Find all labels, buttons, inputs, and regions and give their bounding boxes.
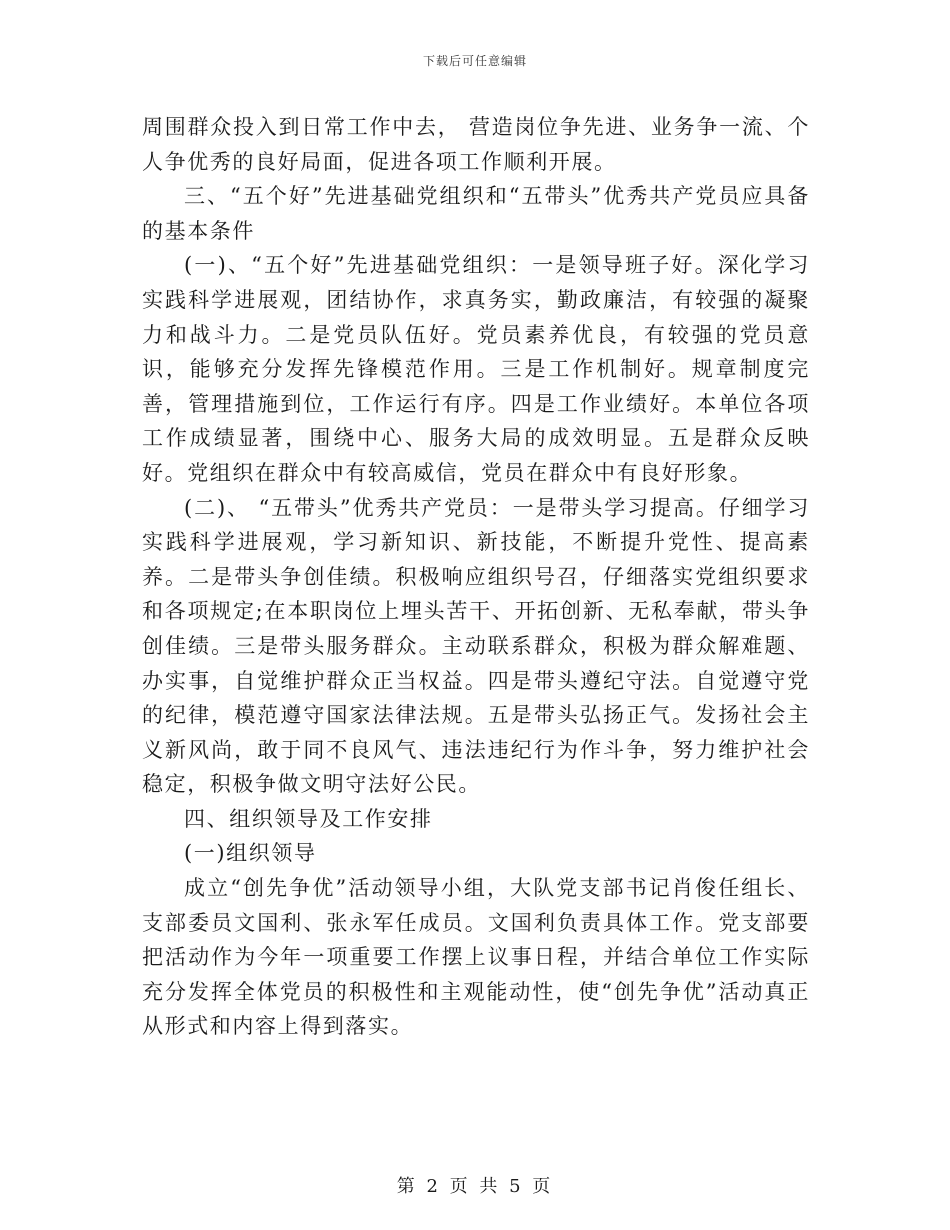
section-heading-3: 三、“五个好”先进基础党组织和“五带头”优秀共产党员应具备的基本条件	[142, 184, 810, 243]
paragraph-continuation: 周围群众投入到日常工作中去， 营造岗位争先进、业务争一流、个人争优秀的良好局面，促进各项工作顺利开展。	[142, 115, 810, 174]
document-body	[142, 110, 810, 1044]
subsection-heading: (一)组织领导	[184, 841, 317, 866]
page-header: 下载后可任意编辑	[422, 54, 527, 68]
paragraph-five-lead: (二)、 “五带头”优秀共产党员：一是带头学习提高。仔细学习实践科学进展观，学习新知识、新技能，不断提升党性、提高素养。二是带头争创佳绩。积极响应组织号召，仔细落实党组织要求和各项规定;在本职岗位上埋头苦干、开拓创新、无私奉献，带头争创佳绩。三是带头服务群众。主动联系群众，积极为群众解难题、办实事，自觉维护群众正当权益。四是带头遵纪守法。自觉遵守党的纪律，模范遵守国家法律法规。五是带头弘扬正气。发扬社会主义新风尚，敢于同不良风气、违法违纪行为作斗争，努力维护社会稳定，积极争做文明守法好公民。	[142, 495, 810, 797]
paragraph-five-good: (一)、“五个好”先进基础党组织：一是领导班子好。深化学习实践科学进展观，团结协作，求真务实，勤政廉洁，有较强的凝聚力和战斗力。二是党员队伍好。党员素养优良，有较强的党员意识，能够充分发挥先锋模范作用。三是工作机制好。规章制度完善，管理措施到位，工作运行有序。四是工作业绩好。本单位各项工作成绩显著，围绕中心、服务大局的成效明显。五是群众反映好。党组织在群众中有较高威信，党员在群众中有良好形象。	[142, 253, 810, 485]
paragraph-organization: 成立“创先争优”活动领导小组，大队党支部书记肖俊任组长、支部委员文国利、张永军任成员。文国利负责具体工作。党支部要把活动作为今年一项重要工作摆上议事日程，并结合单位工作实际充分发挥全体党员的积极性和主观能动性，使“创先争优”活动真正从形式和内容上得到落实。	[142, 876, 810, 1039]
page-footer: 第 2 页 共 5 页	[396, 1176, 554, 1197]
section-heading-4: 四、组织领导及工作安排	[184, 806, 433, 831]
